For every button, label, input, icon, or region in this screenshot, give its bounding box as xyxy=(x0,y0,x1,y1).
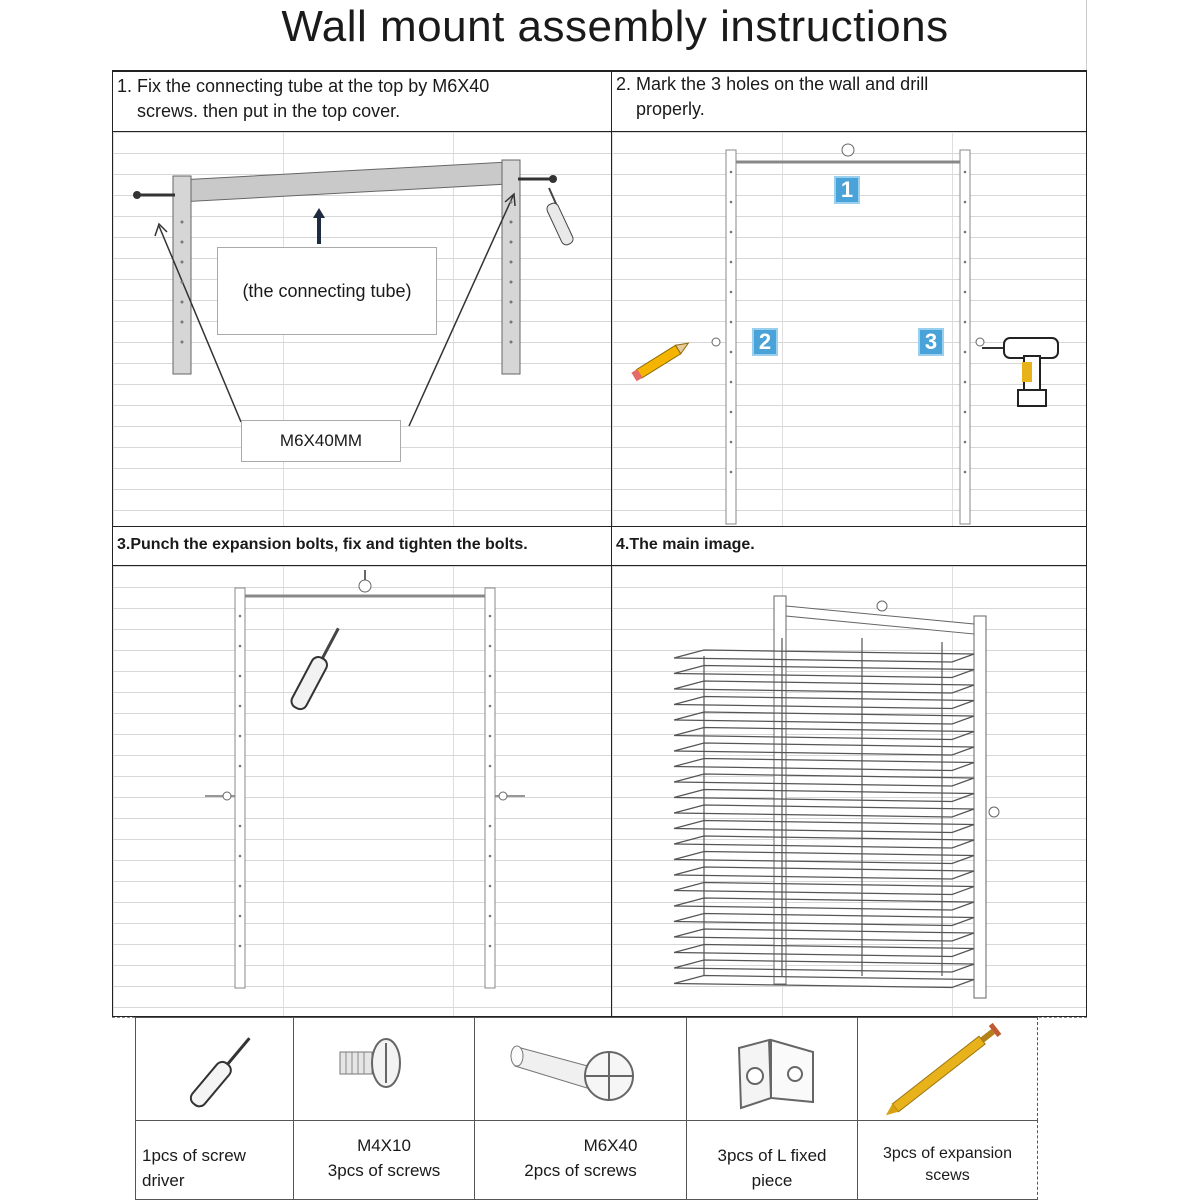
top-bolt xyxy=(359,580,371,592)
right-upright xyxy=(974,616,986,998)
step-3-caption-box xyxy=(112,526,612,566)
part-1-label xyxy=(135,1120,294,1200)
step-4-caption-box xyxy=(611,526,1087,566)
step-3-frame-drawing xyxy=(113,566,613,1018)
part-4-name: piece xyxy=(751,1171,793,1190)
rack-shelf xyxy=(674,712,974,724)
part-4-label xyxy=(686,1120,858,1200)
rack-shelf xyxy=(674,743,974,755)
m4-screw-icon xyxy=(294,1018,476,1122)
left-upright xyxy=(726,150,736,524)
screw-size-label: M6X40MM xyxy=(241,420,401,462)
pencil-icon xyxy=(631,339,691,381)
screwdriver-icon xyxy=(136,1018,295,1122)
rack-shelf xyxy=(674,836,974,848)
right-edge xyxy=(1086,0,1087,70)
rack-shelf xyxy=(674,759,974,771)
part-5-qty: 3pcs of expansion xyxy=(883,1145,1012,1162)
step-4-text: The main image. xyxy=(629,536,755,553)
part-1-image xyxy=(135,1017,294,1121)
rack-shelf xyxy=(674,666,974,678)
marker-2: 2 xyxy=(752,328,778,356)
step-2-illustration xyxy=(611,131,1087,527)
parts-table xyxy=(135,1017,1038,1200)
right-screw-head xyxy=(549,175,557,183)
step-2-caption-box xyxy=(611,70,1087,132)
step-2-number: 2. xyxy=(616,74,632,94)
step-3-caption xyxy=(117,532,528,557)
part-4-image xyxy=(686,1017,858,1121)
rack-shelf xyxy=(674,867,974,879)
rack-shelf xyxy=(674,929,974,941)
step-4-number: 4. xyxy=(616,536,630,553)
step-2-caption xyxy=(616,72,928,122)
part-2-label xyxy=(293,1120,475,1200)
step-1-line2: screws. then put in the top cover. xyxy=(137,101,401,121)
step-1-caption xyxy=(117,74,489,124)
part-3-image xyxy=(474,1017,687,1121)
screwdriver-icon xyxy=(289,625,345,712)
part-3-qty: 2pcs of screws xyxy=(524,1161,637,1180)
l-piece-icon xyxy=(687,1018,859,1122)
step-4-illustration xyxy=(611,565,1087,1017)
rack-shelf xyxy=(674,852,974,864)
part-1-name: driver xyxy=(142,1171,185,1190)
step-3-number: 3. xyxy=(117,536,131,553)
part-2-image xyxy=(293,1017,475,1121)
left-post xyxy=(173,176,191,374)
step-1-line1: Fix the connecting tube at the top by M6X40 xyxy=(137,76,490,96)
rack-shelf xyxy=(674,728,974,740)
upright-holes xyxy=(730,171,967,474)
rack-shelf xyxy=(674,681,974,693)
connecting-tube xyxy=(179,162,508,202)
part-3-label xyxy=(474,1120,687,1200)
part-5-label xyxy=(857,1120,1038,1200)
left-hole xyxy=(712,338,720,346)
part-4-qty: 3pcs of L fixed xyxy=(717,1146,827,1165)
rack-shelf xyxy=(674,945,974,957)
top-hole xyxy=(842,144,854,156)
step-1-caption-box xyxy=(112,70,612,132)
part-2-qty: 3pcs of screws xyxy=(327,1161,441,1180)
rack-shelf xyxy=(674,650,974,662)
rack-shelf xyxy=(674,883,974,895)
expansion-screw-icon xyxy=(858,1018,1039,1122)
marker-3: 3 xyxy=(918,328,944,356)
rack-shelf xyxy=(674,898,974,910)
step-4-caption xyxy=(616,532,755,557)
step-1-illustration xyxy=(112,131,612,527)
step-3-illustration xyxy=(112,565,612,1017)
m6-screw-icon xyxy=(475,1018,688,1122)
rack-shelf xyxy=(674,790,974,802)
connecting-tube-label: (the connecting tube) xyxy=(217,247,437,335)
right-hole xyxy=(976,338,984,346)
right-upright xyxy=(960,150,970,524)
upright-holes xyxy=(239,615,492,948)
part-3-size: M6X40 xyxy=(583,1136,638,1155)
page-title: Wall mount assembly instructions xyxy=(281,2,949,51)
marker-1: 1 xyxy=(834,176,860,204)
part-5-name: scews xyxy=(925,1167,970,1184)
rack-shelves xyxy=(674,638,974,988)
rack-shelf xyxy=(674,697,974,709)
left-screw-head xyxy=(133,191,141,199)
rack-shelf xyxy=(674,960,974,972)
top-hanger xyxy=(877,601,887,611)
side-hanger xyxy=(989,807,999,817)
step-2-line1: Mark the 3 holes on the wall and drill xyxy=(636,74,929,94)
left-upright xyxy=(235,588,245,988)
part-5-image xyxy=(857,1017,1038,1121)
screwdriver-icon xyxy=(545,188,574,246)
right-upright xyxy=(485,588,495,988)
step-3-text: Punch the expansion bolts, fix and tighten the bolts. xyxy=(130,536,528,553)
rack-shelf xyxy=(674,821,974,833)
part-2-size: M4X10 xyxy=(357,1136,411,1155)
step-2-line2: properly. xyxy=(636,99,705,119)
rack-shelf xyxy=(674,914,974,926)
drying-rack-drawing xyxy=(612,566,1088,1018)
rack-shelf xyxy=(674,976,974,988)
step-1-number: 1. xyxy=(117,76,133,96)
drill-icon xyxy=(982,338,1058,406)
part-1-qty: 1pcs of screw xyxy=(142,1146,246,1165)
rack-shelf xyxy=(674,805,974,817)
rack-shelf xyxy=(674,774,974,786)
up-arrow-head xyxy=(313,208,325,218)
